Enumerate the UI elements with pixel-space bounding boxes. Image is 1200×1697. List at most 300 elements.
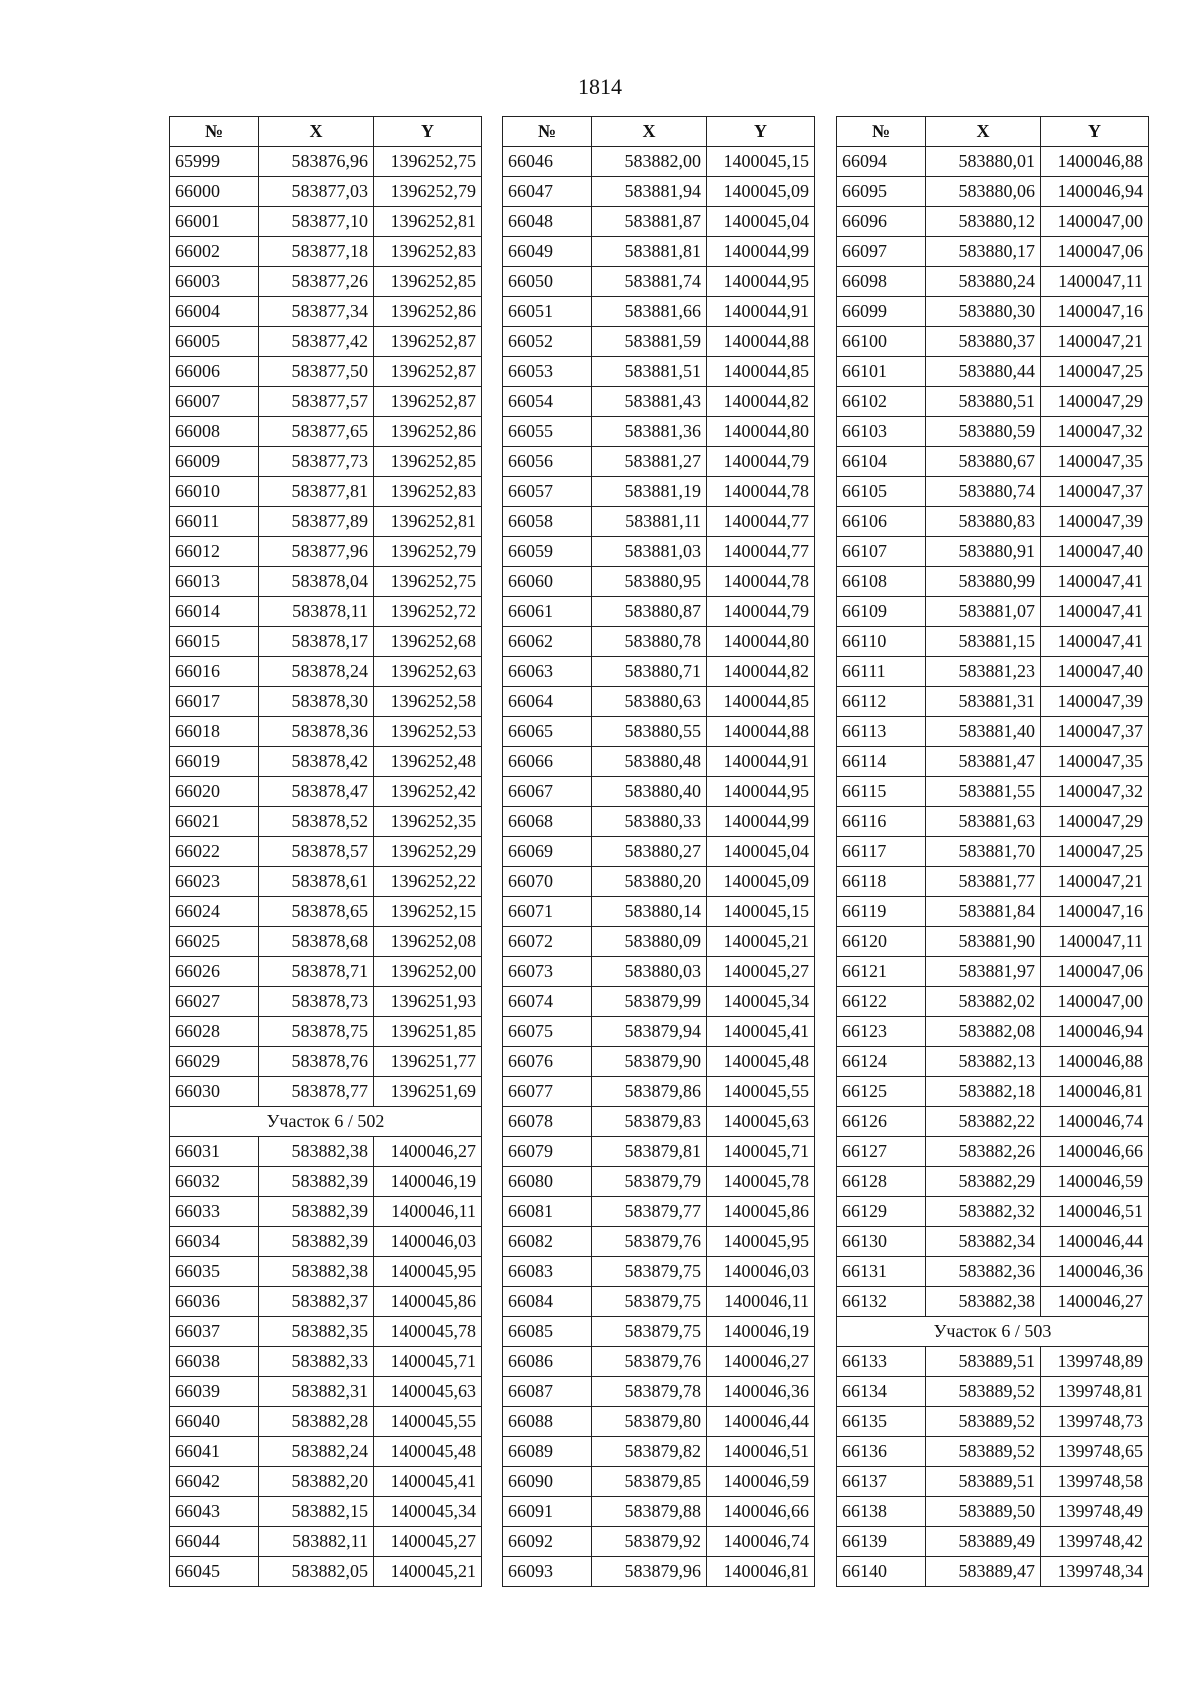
point-number-cell: 66019 <box>170 747 259 777</box>
point-number-cell: 66008 <box>170 417 259 447</box>
point-number-cell: 66102 <box>837 387 926 417</box>
y-coordinate-cell: 1399748,49 <box>1041 1497 1149 1527</box>
y-coordinate-cell: 1400045,21 <box>707 927 815 957</box>
table-row <box>170 807 482 837</box>
point-number-cell: 66119 <box>837 897 926 927</box>
point-number-cell: 66115 <box>837 777 926 807</box>
y-coordinate-cell: 1400045,21 <box>374 1557 482 1587</box>
x-coordinate-cell: 583879,75 <box>592 1287 707 1317</box>
table-row <box>503 1317 815 1347</box>
table-row <box>170 447 482 477</box>
x-coordinate-cell: 583878,68 <box>259 927 374 957</box>
x-coordinate-cell: 583880,27 <box>592 837 707 867</box>
x-coordinate-cell: 583880,74 <box>926 477 1041 507</box>
table-row <box>503 1107 815 1137</box>
point-number-cell: 66054 <box>503 387 592 417</box>
table-row <box>837 717 1149 747</box>
y-coordinate-cell: 1400045,09 <box>707 867 815 897</box>
table-row <box>503 297 815 327</box>
y-coordinate-cell: 1400044,95 <box>707 267 815 297</box>
point-number-cell: 66004 <box>170 297 259 327</box>
table-row <box>837 987 1149 1017</box>
table-row <box>837 837 1149 867</box>
point-number-cell: 66085 <box>503 1317 592 1347</box>
table-row <box>170 507 482 537</box>
point-number-cell: 66020 <box>170 777 259 807</box>
table-row <box>503 1167 815 1197</box>
table-row <box>837 1407 1149 1437</box>
y-coordinate-cell: 1396252,86 <box>374 417 482 447</box>
header-x: X <box>592 117 707 147</box>
point-number-cell: 66129 <box>837 1197 926 1227</box>
x-coordinate-cell: 583881,97 <box>926 957 1041 987</box>
point-number-cell: 65999 <box>170 147 259 177</box>
table-row <box>837 357 1149 387</box>
x-coordinate-cell: 583877,10 <box>259 207 374 237</box>
y-coordinate-cell: 1400044,78 <box>707 567 815 597</box>
x-coordinate-cell: 583880,67 <box>926 447 1041 477</box>
y-coordinate-cell: 1396252,58 <box>374 687 482 717</box>
point-number-cell: 66057 <box>503 477 592 507</box>
table-row <box>503 417 815 447</box>
point-number-cell: 66036 <box>170 1287 259 1317</box>
y-coordinate-cell: 1400045,04 <box>707 207 815 237</box>
x-coordinate-cell: 583878,47 <box>259 777 374 807</box>
table-row <box>837 1017 1149 1047</box>
table-row <box>503 387 815 417</box>
y-coordinate-cell: 1400047,21 <box>1041 867 1149 897</box>
y-coordinate-cell: 1396252,08 <box>374 927 482 957</box>
x-coordinate-cell: 583878,30 <box>259 687 374 717</box>
coordinates-table-3 <box>836 116 1149 1587</box>
y-coordinate-cell: 1400044,88 <box>707 327 815 357</box>
x-coordinate-cell: 583878,52 <box>259 807 374 837</box>
x-coordinate-cell: 583880,71 <box>592 657 707 687</box>
point-number-cell: 66038 <box>170 1347 259 1377</box>
y-coordinate-cell: 1400046,66 <box>707 1497 815 1527</box>
point-number-cell: 66018 <box>170 717 259 747</box>
coordinates-table-2 <box>502 116 815 1587</box>
point-number-cell: 66101 <box>837 357 926 387</box>
point-number-cell: 66080 <box>503 1167 592 1197</box>
point-number-cell: 66012 <box>170 537 259 567</box>
x-coordinate-cell: 583877,73 <box>259 447 374 477</box>
x-coordinate-cell: 583889,52 <box>926 1407 1041 1437</box>
x-coordinate-cell: 583881,40 <box>926 717 1041 747</box>
point-number-cell: 66030 <box>170 1077 259 1107</box>
y-coordinate-cell: 1400046,27 <box>707 1347 815 1377</box>
x-coordinate-cell: 583882,11 <box>259 1527 374 1557</box>
x-coordinate-cell: 583889,47 <box>926 1557 1041 1587</box>
table-row <box>837 1527 1149 1557</box>
y-coordinate-cell: 1400045,34 <box>374 1497 482 1527</box>
x-coordinate-cell: 583879,86 <box>592 1077 707 1107</box>
x-coordinate-cell: 583889,51 <box>926 1467 1041 1497</box>
y-coordinate-cell: 1400044,79 <box>707 447 815 477</box>
table-row <box>170 567 482 597</box>
table-row <box>503 1497 815 1527</box>
table-row <box>837 747 1149 777</box>
table-row <box>503 627 815 657</box>
table-row <box>503 1437 815 1467</box>
point-number-cell: 66060 <box>503 567 592 597</box>
y-coordinate-cell: 1396252,81 <box>374 207 482 237</box>
point-number-cell: 66088 <box>503 1407 592 1437</box>
point-number-cell: 66024 <box>170 897 259 927</box>
table-row <box>503 1287 815 1317</box>
table-row <box>170 387 482 417</box>
x-coordinate-cell: 583881,94 <box>592 177 707 207</box>
x-coordinate-cell: 583882,05 <box>259 1557 374 1587</box>
table-row <box>170 837 482 867</box>
point-number-cell: 66134 <box>837 1377 926 1407</box>
x-coordinate-cell: 583879,94 <box>592 1017 707 1047</box>
y-coordinate-cell: 1400047,35 <box>1041 447 1149 477</box>
table-row <box>170 267 482 297</box>
table-row <box>170 207 482 237</box>
table-row <box>170 1317 482 1347</box>
point-number-cell: 66005 <box>170 327 259 357</box>
point-number-cell: 66077 <box>503 1077 592 1107</box>
table-row <box>503 1017 815 1047</box>
y-coordinate-cell: 1400045,09 <box>707 177 815 207</box>
y-coordinate-cell: 1400046,36 <box>1041 1257 1149 1287</box>
point-number-cell: 66001 <box>170 207 259 237</box>
point-number-cell: 66047 <box>503 177 592 207</box>
x-coordinate-cell: 583879,92 <box>592 1527 707 1557</box>
y-coordinate-cell: 1400045,55 <box>707 1077 815 1107</box>
y-coordinate-cell: 1400047,29 <box>1041 807 1149 837</box>
x-coordinate-cell: 583880,55 <box>592 717 707 747</box>
table-row <box>837 477 1149 507</box>
y-coordinate-cell: 1400044,77 <box>707 507 815 537</box>
point-number-cell: 66013 <box>170 567 259 597</box>
point-number-cell: 66033 <box>170 1197 259 1227</box>
table-row <box>170 1257 482 1287</box>
point-number-cell: 66059 <box>503 537 592 567</box>
header-x: X <box>259 117 374 147</box>
x-coordinate-cell: 583879,99 <box>592 987 707 1017</box>
point-number-cell: 66017 <box>170 687 259 717</box>
table-row <box>170 477 482 507</box>
table-row <box>837 1497 1149 1527</box>
y-coordinate-cell: 1396252,53 <box>374 717 482 747</box>
x-coordinate-cell: 583882,08 <box>926 1017 1041 1047</box>
table-row <box>170 777 482 807</box>
point-number-cell: 66062 <box>503 627 592 657</box>
x-coordinate-cell: 583880,51 <box>926 387 1041 417</box>
table-row <box>503 987 815 1017</box>
y-coordinate-cell: 1400047,21 <box>1041 327 1149 357</box>
y-coordinate-cell: 1400044,80 <box>707 417 815 447</box>
x-coordinate-cell: 583882,39 <box>259 1227 374 1257</box>
table-row <box>837 1467 1149 1497</box>
point-number-cell: 66003 <box>170 267 259 297</box>
y-coordinate-cell: 1400045,04 <box>707 837 815 867</box>
table-row <box>170 357 482 387</box>
table-row <box>837 417 1149 447</box>
x-coordinate-cell: 583882,34 <box>926 1227 1041 1257</box>
table-row <box>170 1287 482 1317</box>
table-row <box>170 237 482 267</box>
x-coordinate-cell: 583881,36 <box>592 417 707 447</box>
table-row <box>170 1137 482 1167</box>
table-row <box>837 627 1149 657</box>
point-number-cell: 66075 <box>503 1017 592 1047</box>
x-coordinate-cell: 583882,13 <box>926 1047 1041 1077</box>
table-row <box>503 507 815 537</box>
point-number-cell: 66100 <box>837 327 926 357</box>
point-number-cell: 66006 <box>170 357 259 387</box>
table-row <box>503 1557 815 1587</box>
y-coordinate-cell: 1400045,41 <box>707 1017 815 1047</box>
y-coordinate-cell: 1396252,75 <box>374 147 482 177</box>
y-coordinate-cell: 1400047,40 <box>1041 537 1149 567</box>
y-coordinate-cell: 1400047,16 <box>1041 897 1149 927</box>
x-coordinate-cell: 583880,87 <box>592 597 707 627</box>
y-coordinate-cell: 1396252,85 <box>374 447 482 477</box>
x-coordinate-cell: 583882,00 <box>592 147 707 177</box>
table-row <box>837 1197 1149 1227</box>
y-coordinate-cell: 1396251,93 <box>374 987 482 1017</box>
x-coordinate-cell: 583882,36 <box>926 1257 1041 1287</box>
table-row <box>503 267 815 297</box>
x-coordinate-cell: 583881,23 <box>926 657 1041 687</box>
table-row <box>503 927 815 957</box>
x-coordinate-cell: 583880,37 <box>926 327 1041 357</box>
table-row <box>503 747 815 777</box>
y-coordinate-cell: 1396252,86 <box>374 297 482 327</box>
y-coordinate-cell: 1400045,41 <box>374 1467 482 1497</box>
x-coordinate-cell: 583881,07 <box>926 597 1041 627</box>
point-number-cell: 66026 <box>170 957 259 987</box>
point-number-cell: 66034 <box>170 1227 259 1257</box>
x-coordinate-cell: 583879,80 <box>592 1407 707 1437</box>
x-coordinate-cell: 583889,51 <box>926 1347 1041 1377</box>
y-coordinate-cell: 1400047,40 <box>1041 657 1149 687</box>
y-coordinate-cell: 1400046,59 <box>707 1467 815 1497</box>
y-coordinate-cell: 1400044,77 <box>707 537 815 567</box>
table-row <box>503 1227 815 1257</box>
x-coordinate-cell: 583881,66 <box>592 297 707 327</box>
y-coordinate-cell: 1400044,88 <box>707 717 815 747</box>
table-row <box>170 1077 482 1107</box>
y-coordinate-cell: 1400047,39 <box>1041 507 1149 537</box>
y-coordinate-cell: 1396252,83 <box>374 477 482 507</box>
point-number-cell: 66028 <box>170 1017 259 1047</box>
point-number-cell: 66027 <box>170 987 259 1017</box>
point-number-cell: 66081 <box>503 1197 592 1227</box>
x-coordinate-cell: 583878,42 <box>259 747 374 777</box>
y-coordinate-cell: 1400047,11 <box>1041 267 1149 297</box>
x-coordinate-cell: 583879,78 <box>592 1377 707 1407</box>
table-row <box>503 867 815 897</box>
table-row <box>170 1467 482 1497</box>
point-number-cell: 66044 <box>170 1527 259 1557</box>
x-coordinate-cell: 583877,03 <box>259 177 374 207</box>
x-coordinate-cell: 583879,75 <box>592 1257 707 1287</box>
point-number-cell: 66094 <box>837 147 926 177</box>
table-row <box>837 927 1149 957</box>
point-number-cell: 66111 <box>837 657 926 687</box>
x-coordinate-cell: 583879,81 <box>592 1137 707 1167</box>
point-number-cell: 66135 <box>837 1407 926 1437</box>
table-row <box>170 717 482 747</box>
point-number-cell: 66037 <box>170 1317 259 1347</box>
table-row <box>170 657 482 687</box>
table-row <box>170 1527 482 1557</box>
table-row <box>503 1197 815 1227</box>
point-number-cell: 66096 <box>837 207 926 237</box>
point-number-cell: 66010 <box>170 477 259 507</box>
table-row <box>837 897 1149 927</box>
y-coordinate-cell: 1400045,27 <box>374 1527 482 1557</box>
x-coordinate-cell: 583880,95 <box>592 567 707 597</box>
point-number-cell: 66107 <box>837 537 926 567</box>
x-coordinate-cell: 583879,83 <box>592 1107 707 1137</box>
x-coordinate-cell: 583882,31 <box>259 1377 374 1407</box>
point-number-cell: 66009 <box>170 447 259 477</box>
table-row <box>503 1467 815 1497</box>
y-coordinate-cell: 1400047,32 <box>1041 417 1149 447</box>
x-coordinate-cell: 583882,29 <box>926 1167 1041 1197</box>
x-coordinate-cell: 583881,59 <box>592 327 707 357</box>
table-row <box>503 1077 815 1107</box>
x-coordinate-cell: 583879,82 <box>592 1437 707 1467</box>
x-coordinate-cell: 583882,35 <box>259 1317 374 1347</box>
table-row <box>837 237 1149 267</box>
point-number-cell: 66046 <box>503 147 592 177</box>
table-row <box>503 597 815 627</box>
table-row <box>170 177 482 207</box>
x-coordinate-cell: 583880,44 <box>926 357 1041 387</box>
x-coordinate-cell: 583878,36 <box>259 717 374 747</box>
table-row <box>170 867 482 897</box>
point-number-cell: 66032 <box>170 1167 259 1197</box>
x-coordinate-cell: 583881,51 <box>592 357 707 387</box>
point-number-cell: 66007 <box>170 387 259 417</box>
x-coordinate-cell: 583878,71 <box>259 957 374 987</box>
y-coordinate-cell: 1400045,48 <box>707 1047 815 1077</box>
point-number-cell: 66014 <box>170 597 259 627</box>
y-coordinate-cell: 1396252,42 <box>374 777 482 807</box>
section-title: Участок 6 / 502 <box>170 1107 482 1137</box>
x-coordinate-cell: 583878,57 <box>259 837 374 867</box>
x-coordinate-cell: 583878,65 <box>259 897 374 927</box>
point-number-cell: 66074 <box>503 987 592 1017</box>
x-coordinate-cell: 583877,89 <box>259 507 374 537</box>
y-coordinate-cell: 1400046,74 <box>707 1527 815 1557</box>
y-coordinate-cell: 1400045,95 <box>707 1227 815 1257</box>
table-row <box>837 687 1149 717</box>
page-number: 1814 <box>578 74 622 99</box>
x-coordinate-cell: 583880,30 <box>926 297 1041 327</box>
y-coordinate-cell: 1400047,41 <box>1041 567 1149 597</box>
point-number-cell: 66063 <box>503 657 592 687</box>
y-coordinate-cell: 1400045,86 <box>707 1197 815 1227</box>
point-number-cell: 66132 <box>837 1287 926 1317</box>
table-row <box>503 1137 815 1167</box>
table-row <box>837 387 1149 417</box>
y-coordinate-cell: 1400046,03 <box>707 1257 815 1287</box>
table-header-row <box>837 117 1149 147</box>
y-coordinate-cell: 1396252,83 <box>374 237 482 267</box>
table-row <box>837 1437 1149 1467</box>
y-coordinate-cell: 1400044,85 <box>707 357 815 387</box>
table-row <box>503 447 815 477</box>
point-number-cell: 66095 <box>837 177 926 207</box>
point-number-cell: 66093 <box>503 1557 592 1587</box>
y-coordinate-cell: 1396252,72 <box>374 597 482 627</box>
table-row <box>170 1557 482 1587</box>
y-coordinate-cell: 1396251,69 <box>374 1077 482 1107</box>
point-number-cell: 66070 <box>503 867 592 897</box>
y-coordinate-cell: 1400047,37 <box>1041 717 1149 747</box>
x-coordinate-cell: 583878,61 <box>259 867 374 897</box>
section-row <box>170 1107 482 1137</box>
point-number-cell: 66025 <box>170 927 259 957</box>
y-coordinate-cell: 1399748,58 <box>1041 1467 1149 1497</box>
x-coordinate-cell: 583878,11 <box>259 597 374 627</box>
y-coordinate-cell: 1400047,41 <box>1041 597 1149 627</box>
y-coordinate-cell: 1400044,91 <box>707 747 815 777</box>
y-coordinate-cell: 1400047,32 <box>1041 777 1149 807</box>
x-coordinate-cell: 583877,81 <box>259 477 374 507</box>
y-coordinate-cell: 1400047,39 <box>1041 687 1149 717</box>
y-coordinate-cell: 1400044,99 <box>707 807 815 837</box>
header-y: Y <box>707 117 815 147</box>
table-row <box>170 327 482 357</box>
y-coordinate-cell: 1400046,81 <box>707 1557 815 1587</box>
x-coordinate-cell: 583877,57 <box>259 387 374 417</box>
x-coordinate-cell: 583877,96 <box>259 537 374 567</box>
y-coordinate-cell: 1400045,86 <box>374 1287 482 1317</box>
table-row <box>170 147 482 177</box>
point-number-cell: 66113 <box>837 717 926 747</box>
table-row <box>837 177 1149 207</box>
table-row <box>837 1137 1149 1167</box>
y-coordinate-cell: 1400046,51 <box>707 1437 815 1467</box>
table-row <box>503 147 815 177</box>
x-coordinate-cell: 583881,47 <box>926 747 1041 777</box>
x-coordinate-cell: 583880,01 <box>926 147 1041 177</box>
y-coordinate-cell: 1400044,79 <box>707 597 815 627</box>
table-row <box>837 1557 1149 1587</box>
table-row <box>503 687 815 717</box>
x-coordinate-cell: 583881,74 <box>592 267 707 297</box>
point-number-cell: 66108 <box>837 567 926 597</box>
table-row <box>837 567 1149 597</box>
x-coordinate-cell: 583879,96 <box>592 1557 707 1587</box>
x-coordinate-cell: 583881,19 <box>592 477 707 507</box>
table-row <box>837 1107 1149 1137</box>
point-number-cell: 66124 <box>837 1047 926 1077</box>
x-coordinate-cell: 583882,38 <box>926 1287 1041 1317</box>
section-row <box>837 1317 1149 1347</box>
table-row <box>170 1197 482 1227</box>
table-row <box>503 1347 815 1377</box>
y-coordinate-cell: 1396252,68 <box>374 627 482 657</box>
y-coordinate-cell: 1400044,80 <box>707 627 815 657</box>
y-coordinate-cell: 1400044,91 <box>707 297 815 327</box>
point-number-cell: 66042 <box>170 1467 259 1497</box>
table-row <box>170 1407 482 1437</box>
x-coordinate-cell: 583879,76 <box>592 1347 707 1377</box>
x-coordinate-cell: 583889,50 <box>926 1497 1041 1527</box>
table-row <box>837 1227 1149 1257</box>
point-number-cell: 66112 <box>837 687 926 717</box>
y-coordinate-cell: 1400046,11 <box>707 1287 815 1317</box>
